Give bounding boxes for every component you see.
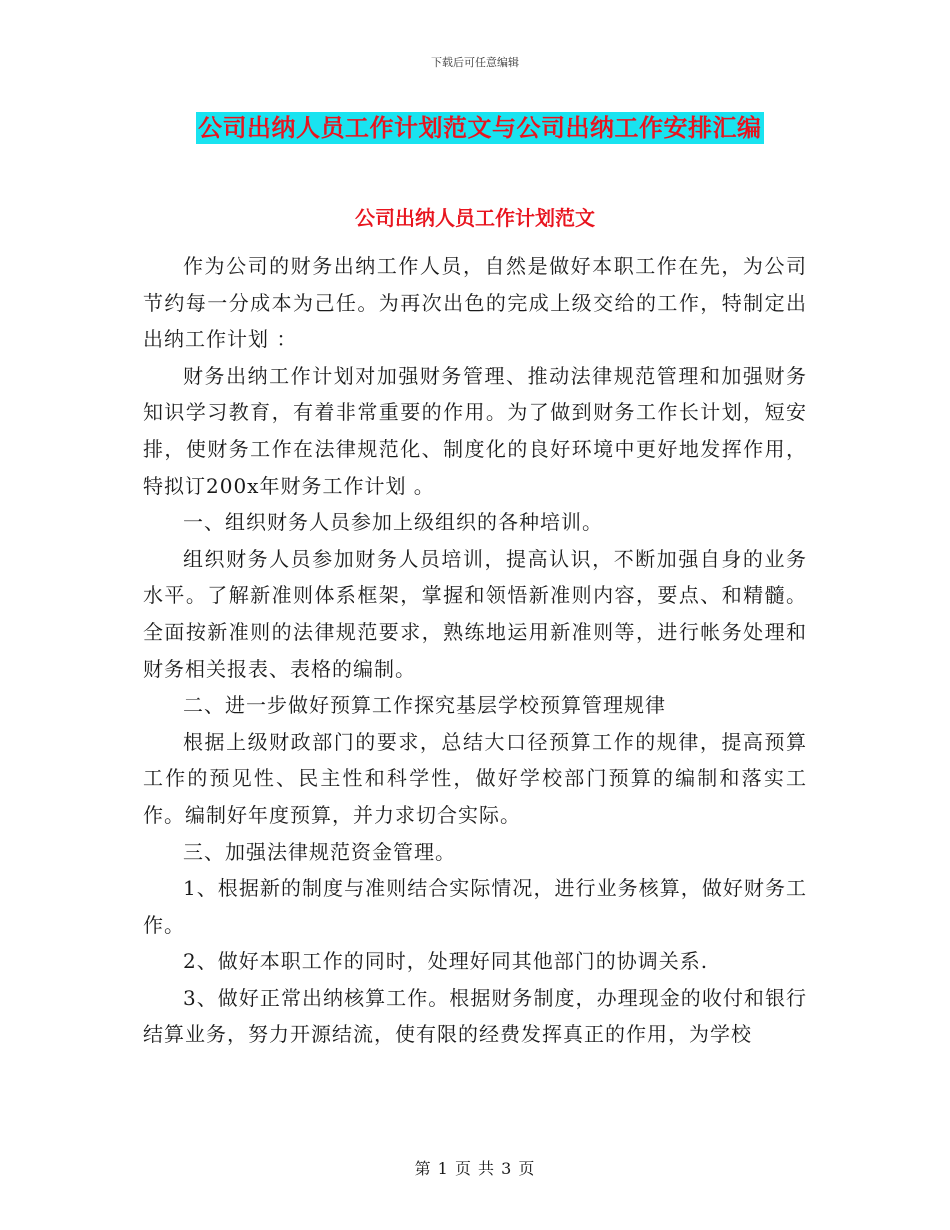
paragraph: 根据上级财政部门的要求，总结大口径预算工作的规律，提高预算工作的预见性、民主性和科学性，做好学校部门预算的编制和落实工作。编制好年度预算，并力求切合实际。 (143, 729, 807, 827)
paragraph: 财务出纳工作计划对加强财务管理、推动法律规范管理和加强财务知识学习教育，有着非常重要的作用。为了做到财务工作长计划，短安排，使财务工作在法律规范化、制度化的良好环境中更好地发挥作用，特拟订200x年财务工作计划 。 (143, 363, 807, 498)
section-heading: 三、加强法律规范资金管理。 (183, 839, 456, 864)
document-title: 公司出纳人员工作计划范文与公司出纳工作安排汇编 (198, 114, 762, 142)
header-note: 下载后可任意编辑 (431, 56, 519, 69)
list-item: 1、根据新的制度与准则结合实际情况，进行业务核算，做好财务工作。 (143, 876, 807, 937)
paragraph: 组织财务人员参加财务人员培训，提高认识，不断加强自身的业务水平。了解新准则体系框架，掌握和领悟新准则内容，要点、和精髓。全面按新准则的法律规范要求，熟练地运用新准则等，进行帐务处理和财务相关报表、表格的编制。 (143, 546, 807, 681)
list-item: 3、做好正常出纳核算工作。根据财务制度，办理现金的收付和银行结算业务，努力开源结流，使有限的经费发挥真正的作用，为学校 (143, 985, 807, 1047)
document-body (143, 248, 807, 1053)
section-heading: 一、组织财务人员参加上级组织的各种培训。 (183, 510, 603, 535)
list-item: 2、做好本职工作的同时，处理好同其他部门的协调关系. (183, 949, 709, 974)
section-title: 公司出纳人员工作计划范文 (355, 206, 595, 230)
paragraph: 作为公司的财务出纳工作人员，自然是做好本职工作在先，为公司节约每一分成本为己任。为再次出色的完成上级交给的工作，特制定出出纳工作计划 ： (143, 254, 807, 352)
page-number: 第 1 页 共 3 页 (414, 1159, 536, 1178)
section-heading: 二、进一步做好预算工作探究基层学校预算管理规律 (183, 693, 666, 718)
